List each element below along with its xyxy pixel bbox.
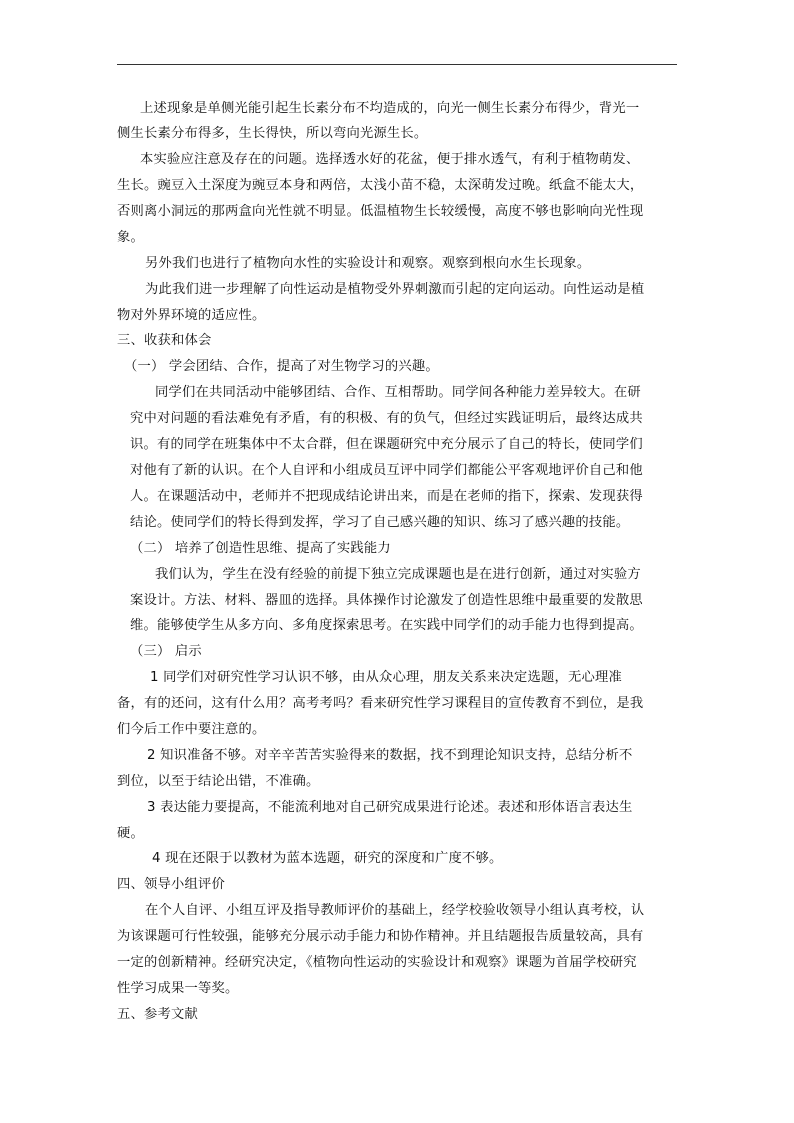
text-line: 性学习成果一等奖。	[117, 981, 239, 996]
text-line: 为此我们进一步理解了向性运动是植物受外界刺激而引起的定向运动。向性运动是植	[145, 282, 645, 297]
text-line: 上述现象是单侧光能引起生长素分布不均造成的，向光一侧生长素分布得少，背光一	[140, 101, 640, 116]
subsection-heading: （二） 培养了创造性思维、提高了实践能力	[130, 541, 391, 556]
subsection-heading: （三） 启示	[130, 644, 202, 659]
text-line: 们今后工作中要注意的。	[117, 722, 266, 737]
section-heading: 五、参考文献	[117, 1007, 198, 1022]
text-line: 案设计。方法、材料、器皿的选择。具体操作讨论激发了创造性思维中最重要的发散思	[130, 593, 643, 608]
text-line: 象。	[117, 230, 144, 245]
text-line: 究中对问题的看法难免有矛盾，有的积极、有的负气，但经过实践证明后，最终达成共	[130, 411, 643, 426]
text-line: 识。有的同学在班集体中不太合群，但在课题研究中充分展示了自己的特长，使同学们	[130, 437, 643, 452]
section-heading: 三、收获和体会	[117, 333, 212, 348]
text-line: 为该课题可行性较强，能够充分展示动手能力和协作精神。并且结题报告质量较高，具有	[117, 929, 644, 944]
section-heading: 四、领导小组评价	[117, 877, 225, 892]
text-line: 同学们在共同活动中能够团结、合作、互相帮助。同学间各种能力差异较大。在研	[155, 385, 641, 400]
text-line: 对他有了新的认识。在个人自评和小组成员互评中同学们都能公平客观地评价自己和他	[130, 463, 643, 478]
text-line: 否则离小洞远的那两盒向光性就不明显。低温植物生长较缓慢，高度不够也影响向光性现	[117, 204, 644, 219]
text-line: 侧生长素分布得多，生长得快，所以弯向光源生长。	[117, 126, 428, 141]
text-line: 硬。	[117, 826, 144, 841]
header-rule	[117, 64, 677, 65]
subsection-heading: （一） 学会团结、合作，提高了对生物学习的兴趣。	[124, 359, 439, 374]
text-line: 生长。豌豆入土深度为豌豆本身和两倍，太浅小苗不稳，太深萌发过晚。纸盒不能太大，	[117, 178, 644, 193]
text-line: 1 同学们对研究性学习认识不够，由从众心理，朋友关系来决定选题，无心理准	[150, 670, 622, 685]
text-line: 备，有的还问，这有什么用？高考考吗？看来研究性学习课程目的宣传教育不到位，是我	[117, 696, 644, 711]
text-line: 一定的创新精神。经研究决定，《植物向性运动的实验设计和观察》课题为首届学校研究	[117, 955, 637, 970]
text-line: 到位，以至于结论出错，不准确。	[117, 774, 320, 789]
text-line: 维。能够使学生从多方向、多角度探索思考。在实践中同学们的动手能力也得到提高。	[130, 618, 643, 633]
text-line: 另外我们也进行了植物向水性的实验设计和观察。观察到根向水生长现象。	[145, 256, 591, 271]
text-line: 我们认为，学生在没有经验的前提下独立完成课题也是在进行创新，通过对实验方	[155, 567, 641, 582]
text-line: 结论。使同学们的特长得到发挥，学习了自己感兴趣的知识、练习了感兴趣的技能。	[130, 515, 630, 530]
text-line: 人。在课题活动中，老师并不把现成结论讲出来，而是在老师的指下，探索、发现获得	[130, 489, 643, 504]
text-line: 在个人自评、小组互评及指导教师评价的基础上，经学校验收领导小组认真考校，认	[145, 903, 645, 918]
text-line: 4 现在还限于以教材为蓝本选题，研究的深度和广度不够。	[152, 851, 503, 866]
text-line: 2 知识准备不够。对辛辛苦苦实验得来的数据，找不到理论知识支持，总结分析不	[147, 748, 633, 763]
text-line: 物对外界环境的适应性。	[117, 308, 266, 323]
text-line: 3 表达能力要提高，不能流利地对自己研究成果进行论述。表述和形体语言表达生	[147, 800, 633, 815]
text-line: 本实验应注意及存在的问题。选择透水好的花盆，便于排水透气，有利于植物萌发、	[140, 152, 640, 167]
